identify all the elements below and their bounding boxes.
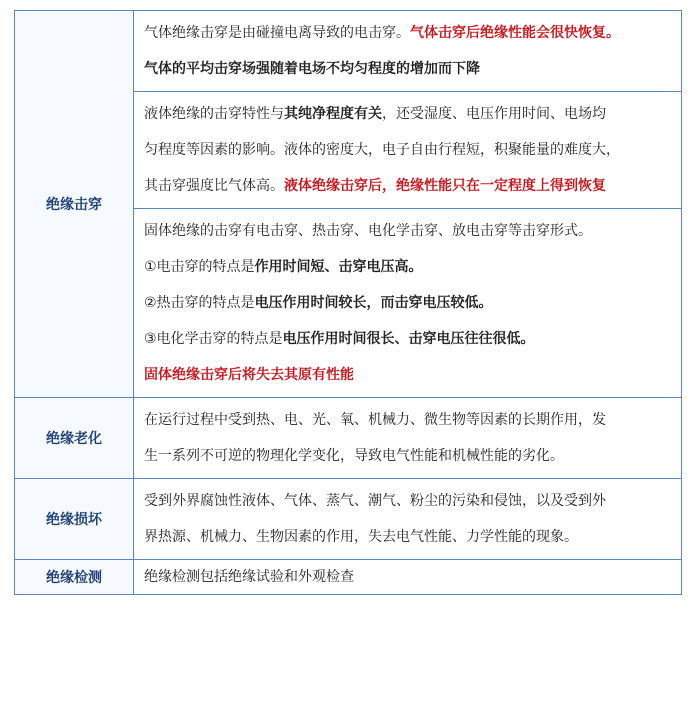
text-line	[144, 285, 671, 321]
text-line: 受到外界腐蚀性液体、气体、蒸气、潮气、粉尘的污染和侵蚀，以及受到外	[144, 493, 606, 509]
bold-text: 电压作用时间很长、击穿电压往往很低。	[282, 331, 535, 347]
testing-block	[134, 560, 681, 594]
highlight-text: 固体绝缘击穿后将失去其原有性能	[144, 367, 354, 383]
table-row	[15, 479, 682, 560]
row-content-breakdown	[134, 11, 682, 398]
highlight-text: 液体绝缘击穿后，绝缘性能只在一定程度上得到恢复	[284, 178, 606, 194]
text-line	[144, 96, 671, 132]
highlight-text: 气体击穿后绝缘性能会很快恢复。	[410, 25, 620, 41]
text-segment: 液体绝缘的击穿特性与	[144, 106, 284, 122]
bold-text: 气体的平均击穿场强随着电场不均匀程度的增加而下降	[144, 61, 480, 77]
liquid-breakdown-block	[134, 91, 681, 208]
row-content-damage	[134, 479, 682, 560]
damage-block	[134, 479, 681, 559]
row-label-breakdown: 绝缘击穿	[15, 11, 134, 398]
text-line: 固体绝缘的击穿有电击穿、热击穿、电化学击穿、放电击穿等击穿形式。	[144, 223, 592, 239]
text-segment: ，还受湿度、电压作用时间、电场均	[382, 106, 606, 122]
text-line: 匀程度等因素的影响。液体的密度大，电子自由行程短，积聚能量的难度大，	[144, 142, 620, 158]
text-line	[144, 51, 671, 87]
text-line	[144, 15, 671, 51]
text-line: 在运行过程中受到热、电、光、氧、机械力、微生物等因素的长期作用，发	[144, 412, 606, 428]
bold-text: 电压作用时间较长，而击穿电压较低。	[254, 295, 493, 311]
row-content-aging	[134, 398, 682, 479]
table-row	[15, 560, 682, 595]
text-segment: ①电击穿的特点是	[144, 259, 255, 275]
text-line: 绝缘检测包括绝缘试验和外观检查	[144, 569, 354, 585]
text-segment: 其击穿强度比气体高。	[144, 178, 284, 194]
text-line	[144, 168, 671, 204]
text-line	[144, 357, 671, 393]
table-row	[15, 11, 682, 398]
row-label-damage: 绝缘损坏	[15, 479, 134, 560]
text-segment: ②热击穿的特点是	[144, 295, 255, 311]
row-label-aging: 绝缘老化	[15, 398, 134, 479]
row-label-testing: 绝缘检测	[15, 560, 134, 595]
text-line	[144, 249, 671, 285]
text-segment: 气体绝缘击穿是由碰撞电离导致的电击穿。	[144, 25, 410, 41]
bold-text: 作用时间短、击穿电压高。	[254, 259, 423, 275]
text-line	[144, 321, 671, 357]
row-content-testing	[134, 560, 682, 595]
text-segment: ③电化学击穿的特点是	[144, 331, 283, 347]
solid-breakdown-block	[134, 208, 681, 397]
text-line: 生一系列不可逆的物理化学变化，导致电气性能和机械性能的劣化。	[144, 448, 564, 464]
bold-text: 其纯净程度有关	[284, 106, 382, 122]
insulation-table	[14, 10, 682, 595]
gas-breakdown-block	[134, 11, 681, 91]
table-row	[15, 398, 682, 479]
aging-block	[134, 398, 681, 478]
text-line: 界热源、机械力、生物因素的作用，失去电气性能、力学性能的现象。	[144, 529, 578, 545]
